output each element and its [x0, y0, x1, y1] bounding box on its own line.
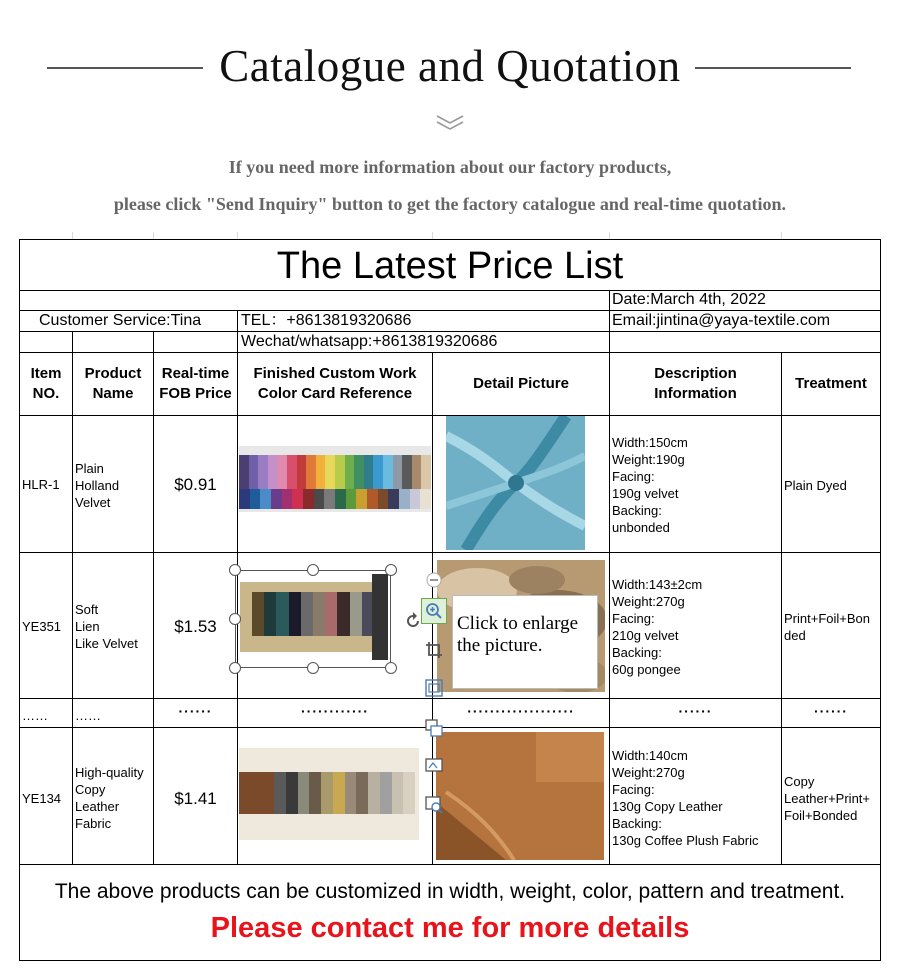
crop-icon	[425, 641, 443, 659]
image-translate-button[interactable]	[421, 753, 447, 779]
col-line	[153, 331, 154, 352]
zoom-out-icon[interactable]	[426, 572, 442, 588]
col-line	[609, 290, 610, 352]
table-border	[19, 239, 881, 240]
crop-button[interactable]	[421, 637, 447, 663]
image-selection-frame[interactable]	[235, 570, 391, 668]
row1-product-name: Plain Holland Velvet	[75, 461, 120, 510]
col-line	[609, 352, 610, 864]
intro-line-2: please click "Send Inquiry" button to get the factory catalogue and real-time quotation.	[113, 194, 787, 214]
customization-note: The above products can be customized in width, weight, color, pattern and treatment.	[54, 880, 846, 903]
row-line	[19, 698, 881, 699]
col-line	[72, 352, 73, 864]
resize-handle-top[interactable]	[307, 564, 319, 576]
header-detail-picture: Detail Picture	[473, 375, 569, 392]
col-line	[153, 352, 154, 864]
row2-treatment: Print+Foil+Bon ded	[784, 611, 870, 643]
chevron-double-down-icon	[435, 113, 465, 131]
ellipsis-price: ······	[178, 703, 213, 719]
ellipsis-item: ……	[22, 708, 48, 723]
table-border	[19, 960, 881, 961]
image-translate-icon	[425, 757, 443, 775]
header-product-name: Product Name	[84, 365, 142, 402]
resize-handle-bottom[interactable]	[307, 662, 319, 674]
zoom-in-button[interactable]	[421, 598, 447, 624]
price-list-sheet	[0, 232, 900, 969]
swatch-strip	[239, 772, 419, 814]
col-line	[72, 331, 73, 352]
row1-description: Width:150cm Weight:190g Facing: 190g velvet Backing: unbonded	[612, 435, 688, 535]
header-fob-price: Real-time FOB Price	[159, 365, 232, 402]
table-border	[19, 239, 20, 961]
image-search-button[interactable]	[421, 792, 447, 818]
row-line	[19, 727, 881, 728]
header-item-no: Item NO.	[30, 365, 62, 402]
row1-detail-picture[interactable]	[446, 416, 585, 550]
wechat-text: Wechat/whatsapp:+8613819320686	[241, 333, 498, 350]
row3-item-no: YE134	[22, 791, 62, 806]
row2-price: $1.53	[174, 617, 217, 636]
telephone-text: TEL：+8613819320686	[241, 312, 412, 329]
customer-service-text: Customer Service:Tina	[39, 312, 202, 329]
row1-color-card-image[interactable]	[239, 446, 431, 512]
intro-line-1: If you need more information about our factory products,	[228, 157, 672, 177]
resize-handle-bottom-left[interactable]	[229, 662, 241, 674]
row3-color-card-image[interactable]	[239, 748, 419, 840]
resize-handle-bottom-right[interactable]	[385, 662, 397, 674]
row3-price: $1.41	[174, 789, 217, 808]
resize-handle-top-left[interactable]	[229, 564, 241, 576]
email-text: Email:jintina@yaya-textile.com	[612, 312, 831, 329]
rotate-icon[interactable]	[404, 612, 422, 630]
ellipsis-name: ……	[75, 708, 101, 723]
price-list-title: The Latest Price List	[276, 245, 624, 287]
row1-item-no: HLR-1	[22, 477, 60, 492]
resize-handle-top-right[interactable]	[385, 564, 397, 576]
row3-detail-picture[interactable]	[436, 732, 604, 860]
ellipsis-treatment: ······	[814, 703, 848, 719]
header-color-card: Finished Custom Work Color Card Reference	[253, 365, 417, 402]
row1-treatment: Plain Dyed	[784, 478, 847, 493]
row2-description: Width:143±2cm Weight:270g Facing: 210g velvet Backing: 60g pongee	[612, 577, 703, 677]
header-treatment: Treatment	[795, 375, 867, 392]
scan-icon	[425, 679, 443, 697]
scan-button[interactable]	[421, 675, 447, 701]
col-line	[237, 310, 238, 352]
header-description: Description Information	[654, 365, 737, 402]
row1-price: $0.91	[174, 475, 217, 494]
ellipsis-desc: ······	[678, 703, 713, 719]
table-border	[880, 239, 881, 961]
swatch-strip-bottom	[239, 489, 431, 509]
enlarge-tooltip: Click to enlarge the picture.	[452, 595, 598, 689]
row3-treatment: Copy Leather+Print+ Foil+Bonded	[784, 774, 871, 823]
row2-product-name: Soft Lien Like Velvet	[75, 602, 138, 651]
page-title: Catalogue and Quotation	[219, 41, 681, 91]
contact-call-to-action: Please contact me for more details	[210, 912, 690, 944]
row3-description: Width:140cm Weight:270g Facing: 130g Copy Leather Backing: 130g Coffee Plush Fabric	[612, 748, 759, 848]
ellipsis-card: ············	[301, 703, 369, 719]
date-text: Date:March 4th, 2022	[612, 291, 766, 308]
swatch-strip-top	[239, 455, 431, 489]
image-search-icon	[425, 796, 443, 814]
row3-product-name: High-quality Copy Leather Fabric	[75, 765, 144, 831]
col-line	[781, 352, 782, 864]
translate-icon	[425, 719, 443, 737]
row-line	[19, 864, 881, 865]
row-line	[19, 552, 881, 553]
ellipsis-picture: ···················	[467, 703, 575, 719]
zoom-in-icon	[425, 602, 443, 620]
translate-button[interactable]	[421, 715, 447, 741]
row2-item-no: YE351	[22, 619, 62, 634]
resize-handle-left[interactable]	[229, 613, 241, 625]
header-divider-right	[695, 67, 851, 69]
